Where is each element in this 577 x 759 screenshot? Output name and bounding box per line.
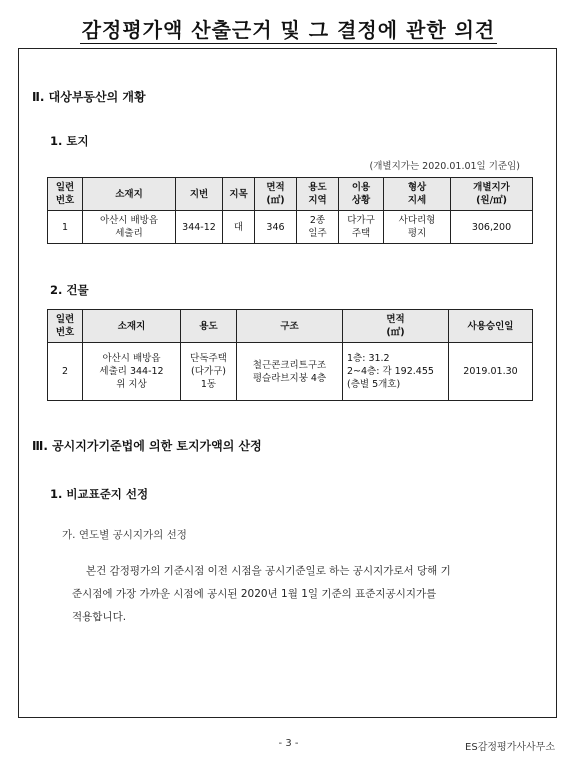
page-number: - 3 - [278, 738, 299, 749]
land-cell-shape: 사다리형 평지 [384, 211, 451, 244]
building-col-serial: 일련 번호 [48, 310, 83, 343]
land-col-location: 소재지 [83, 178, 176, 211]
land-cell-zone: 2종 일주 [297, 211, 339, 244]
building-cell-location: 아산시 배방읍 세출리 344-12 위 지상 [83, 343, 181, 401]
building-table-row [48, 343, 533, 401]
land-heading: 1. 토지 [50, 134, 89, 148]
building-col-area: 면적 (㎡) [343, 310, 449, 343]
land-col-area: 면적 (㎡) [255, 178, 297, 211]
building-cell-serial: 2 [48, 343, 83, 401]
building-col-approval-date: 사용승인일 [449, 310, 533, 343]
section-2-heading: Ⅱ. 대상부동산의 개황 [32, 90, 146, 104]
building-cell-structure: 철근콘크리트구조 평슬라브지붕 4층 [237, 343, 343, 401]
paragraph [72, 560, 526, 629]
land-cell-area: 346 [255, 211, 297, 244]
building-heading: 2. 건물 [50, 283, 89, 297]
building-col-structure: 구조 [237, 310, 343, 343]
land-cell-price: 306,200 [451, 211, 533, 244]
land-note: (개별지가는 2020.01.01일 기준임) [369, 161, 520, 172]
building-table [47, 309, 533, 401]
land-col-zone: 용도 지역 [297, 178, 339, 211]
land-cell-serial: 1 [48, 211, 83, 244]
land-col-lot: 지번 [176, 178, 223, 211]
paragraph-line: 적용합니다. [72, 611, 127, 623]
building-cell-use: 단독주택 (다가구) 1동 [181, 343, 237, 401]
land-cell-category: 대 [223, 211, 255, 244]
land-col-serial: 일련 번호 [48, 178, 83, 211]
section-3-heading: Ⅲ. 공시지가기준법에 의한 토지가액의 산정 [32, 439, 262, 453]
sub-item-heading: 가. 연도별 공시지가의 선정 [62, 529, 187, 541]
building-table-header-row [48, 310, 533, 343]
land-table [47, 177, 533, 244]
land-col-shape: 형상 지세 [384, 178, 451, 211]
document-title: 감정평가액 산출근거 및 그 결정에 관한 의견 [81, 18, 496, 42]
land-col-category: 지목 [223, 178, 255, 211]
land-cell-location: 아산시 배방읍 세출리 [83, 211, 176, 244]
building-cell-approval-date: 2019.01.30 [449, 343, 533, 401]
land-cell-lot: 344-12 [176, 211, 223, 244]
land-col-use: 이용 상황 [339, 178, 384, 211]
paragraph-line: 준시점에 가장 가까운 시점에 공시된 2020년 1월 1일 기준의 표준지공시지가를 [72, 588, 437, 600]
land-cell-use: 다가구 주택 [339, 211, 384, 244]
building-col-use: 용도 [181, 310, 237, 343]
land-col-price: 개별지가 (원/㎡) [451, 178, 533, 211]
land-table-header-row [48, 178, 533, 211]
land-table-row [48, 211, 533, 244]
paragraph-line: 본건 감정평가의 기준시점 이전 시점을 공시기준일로 하는 공시지가로서 당해 기 [86, 565, 451, 577]
building-col-location: 소재지 [83, 310, 181, 343]
company-name: ES감정평가사사무소 [465, 742, 555, 753]
comparison-land-heading: 1. 비교표준지 선정 [50, 487, 149, 501]
building-cell-area: 1층: 31.2 2~4층: 각 192.455 (층별 5개호) [343, 343, 449, 401]
